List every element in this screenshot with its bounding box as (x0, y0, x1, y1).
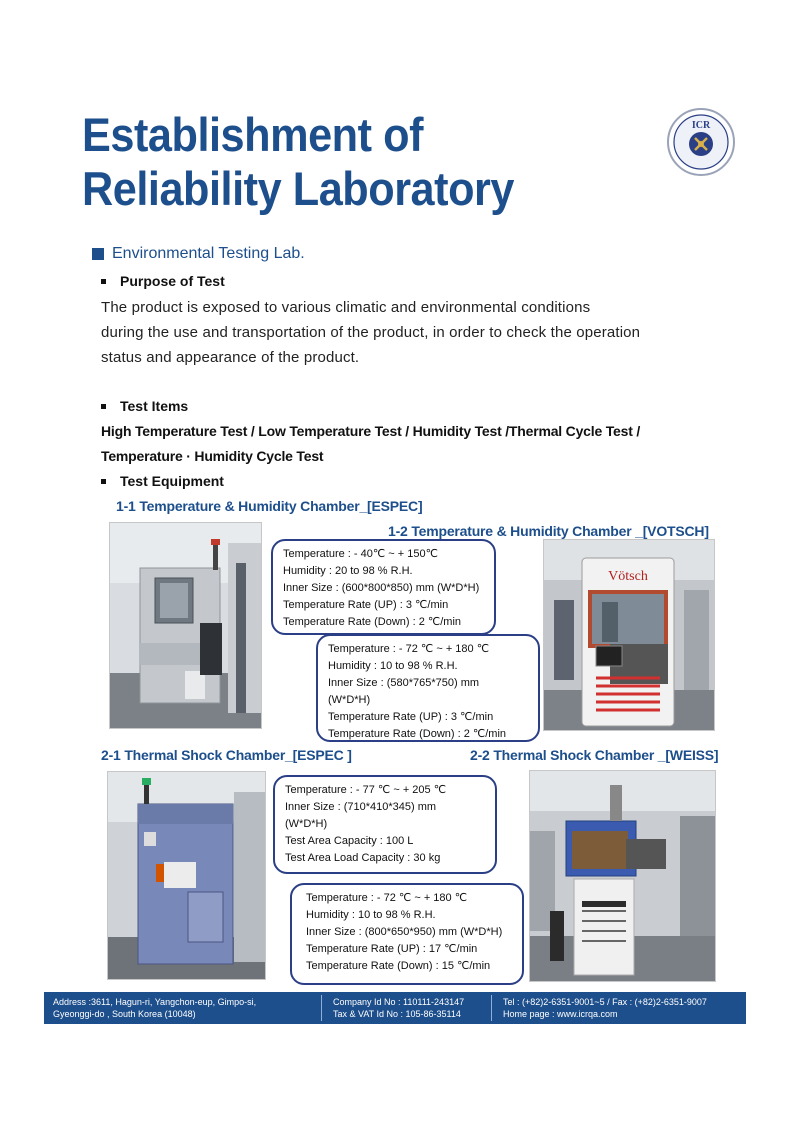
spec-line: (W*D*H) (285, 818, 328, 830)
title-line-1: Establishment of (82, 108, 424, 161)
square-bullet-icon (92, 248, 104, 260)
purpose-paragraph (101, 295, 741, 370)
spec-box-1-1 (271, 539, 496, 635)
spec-box-1-2 (316, 634, 540, 742)
footer-address (53, 996, 256, 1020)
spec-line: Temperature : - 72 ℃ ~ + 180 ℃ (306, 892, 468, 904)
spec-line: Temperature Rate (UP) : 3 ℃/min (328, 711, 494, 723)
equipment-2-2-title: 2-2 Thermal Shock Chamber _[WEISS] (470, 747, 719, 763)
footer-contact (503, 996, 707, 1020)
purpose-line-1: The product is exposed to various climatic and environmental conditions (101, 299, 591, 316)
spec-line: Inner Size : (800*650*950) mm (W*D*H) (306, 926, 503, 938)
spec-line: Humidity : 10 to 98 % R.H. (328, 660, 458, 672)
spec-box-2-2 (290, 883, 524, 985)
votsch-brand: Vötsch (608, 569, 648, 584)
spec-line: (W*D*H) (328, 694, 371, 706)
footer-tax-id: Tax & VAT Id No : 105-86-35114 (333, 1009, 461, 1019)
section-heading (92, 245, 305, 263)
equipment-1-2-title: 1-2 Temperature & Humidity Chamber _[VOTSCH] (388, 523, 709, 539)
title-line-2: Reliability Laboratory (82, 162, 514, 215)
purpose-bullet (101, 273, 225, 289)
spec-line: Temperature Rate (UP) : 17 ℃/min (306, 943, 478, 955)
espec-chamber-photo (109, 522, 262, 729)
spec-line: Temperature Rate (Down) : 2 ℃/min (283, 616, 462, 628)
test-equipment-bullet (101, 473, 224, 489)
votsch-chamber-photo (543, 539, 715, 731)
footer-address-line-2: Gyeonggi-do , South Korea (10048) (53, 1009, 196, 1019)
spec-line: Temperature Rate (Down) : 2 ℃/min (328, 728, 507, 740)
spec-line: Temperature : - 40℃ ~ + 150℃ (283, 548, 438, 560)
page-title (82, 108, 514, 216)
test-items-line-1: High Temperature Test / Low Temperature Test / Humidity Test /Thermal Cycle Test / (101, 423, 641, 439)
logo-text: ICR (691, 120, 711, 131)
spec-line: Inner Size : (710*410*345) mm (285, 801, 437, 813)
spec-line: Test Area Capacity : 100 L (285, 835, 414, 847)
equipment-2-1-title: 2-1 Thermal Shock Chamber_[ESPEC ] (101, 747, 352, 763)
bullet-icon (101, 404, 106, 409)
icr-logo (666, 107, 736, 177)
spec-line: Inner Size : (580*765*750) mm (328, 677, 480, 689)
purpose-label: Purpose of Test (120, 273, 225, 289)
purpose-line-2: during the use and transportation of the product, in order to check the operation (101, 324, 641, 341)
spec-line: Humidity : 10 to 98 % R.H. (306, 909, 436, 921)
spec-line: Inner Size : (600*800*850) mm (W*D*H) (283, 582, 480, 594)
spec-line: Temperature Rate (Down) : 15 ℃/min (306, 960, 491, 972)
test-items-bullet (101, 398, 188, 414)
spec-line: Temperature Rate (UP) : 3 ℃/min (283, 599, 449, 611)
footer-company (333, 996, 464, 1020)
bullet-icon (101, 279, 106, 284)
footer-divider (491, 995, 492, 1021)
footer-address-line-1: Address :3611, Hagun-ri, Yangchon-eup, Gimpo-si, (53, 997, 257, 1007)
purpose-line-3: status and appearance of the product. (101, 349, 360, 366)
footer (44, 992, 746, 1024)
equipment-1-1-title: 1-1 Temperature & Humidity Chamber_[ESPEC] (116, 498, 423, 514)
test-equipment-label: Test Equipment (120, 473, 224, 489)
spec-line: Temperature : - 77 ℃ ~ + 205 ℃ (285, 784, 447, 796)
footer-homepage[interactable]: Home page : www.icrqa.com (503, 1009, 618, 1019)
footer-tel-fax: Tel : (+82)2-6351-9001~5 / Fax : (+82)2-6351-9007 (503, 997, 707, 1007)
espec-thermal-shock-photo (107, 771, 266, 980)
spec-line: Test Area Load Capacity : 30 kg (285, 852, 441, 864)
weiss-thermal-shock-photo (529, 770, 716, 982)
section-heading-text: Environmental Testing Lab. (112, 245, 305, 262)
test-items-line-2: Temperature · Humidity Cycle Test (101, 448, 324, 464)
spec-box-2-1 (273, 775, 497, 874)
footer-divider (321, 995, 322, 1021)
spec-line: Humidity : 20 to 98 % R.H. (283, 565, 413, 577)
spec-line: Temperature : - 72 ℃ ~ + 180 ℃ (328, 643, 490, 655)
bullet-icon (101, 479, 106, 484)
test-items-label: Test Items (120, 398, 189, 414)
footer-company-id: Company Id No : 110111-243147 (333, 997, 465, 1007)
